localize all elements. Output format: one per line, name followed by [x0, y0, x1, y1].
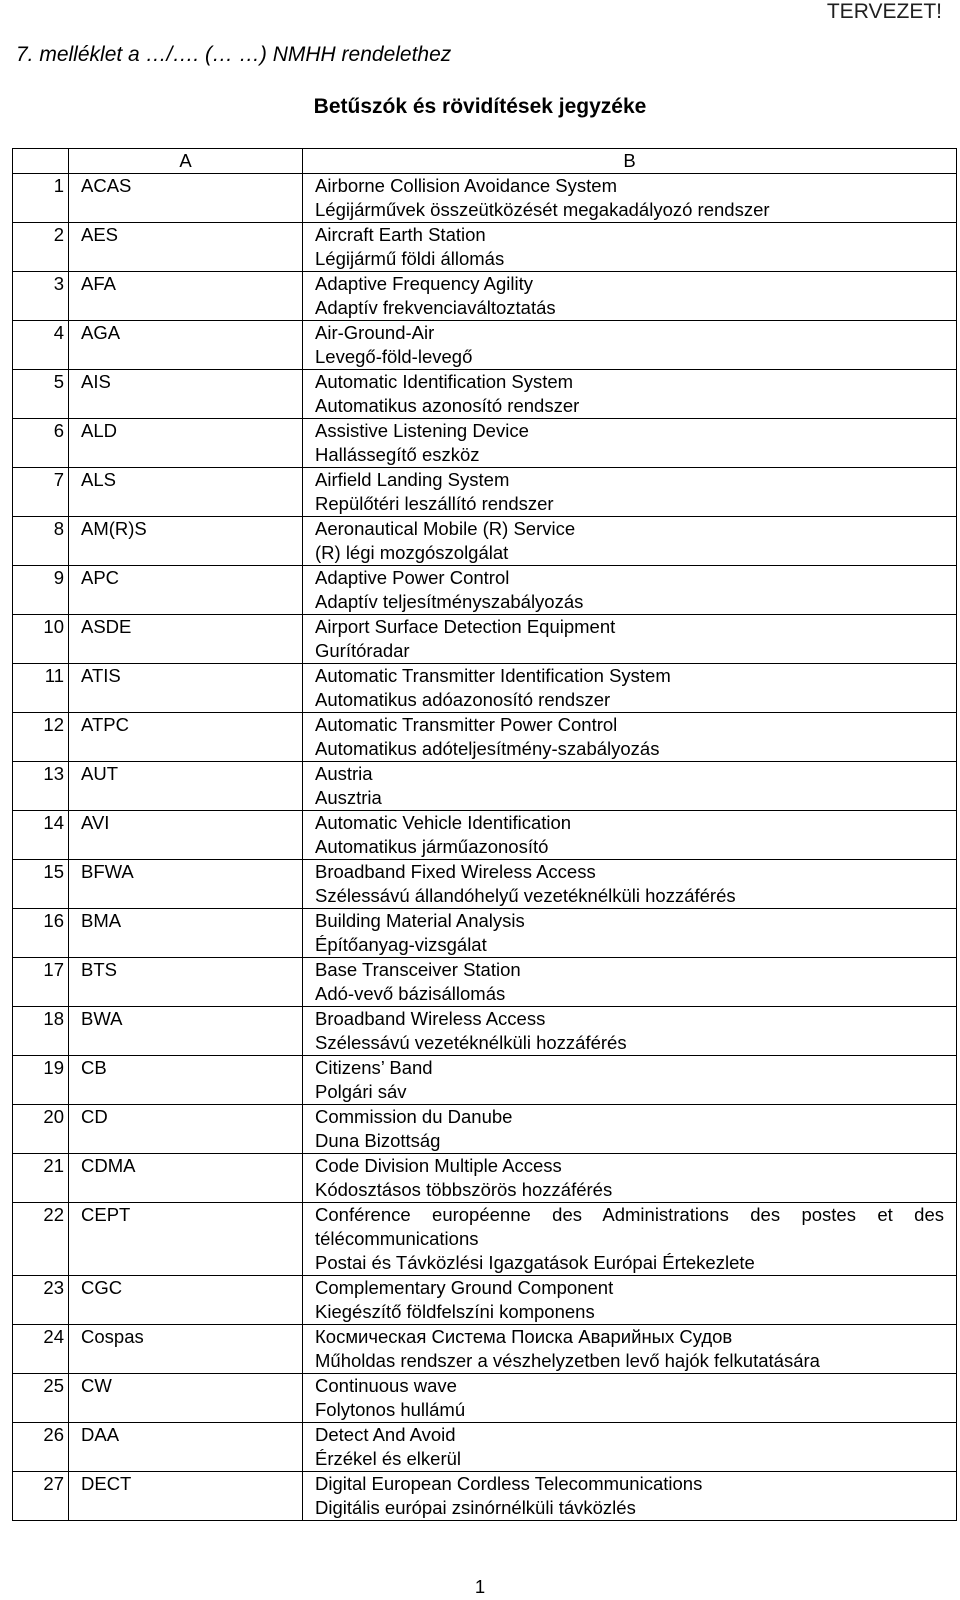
abbreviation: ACAS [69, 174, 303, 223]
hungarian-term: Adaptív teljesítményszabályozás [315, 591, 584, 612]
row-number: 2 [13, 223, 69, 272]
table-row [13, 713, 957, 762]
table-header-row [13, 149, 957, 174]
abbreviation: CGC [69, 1276, 303, 1325]
english-term: Automatic Identification System [315, 371, 574, 392]
hungarian-term: Folytonos hullámú [315, 1399, 466, 1420]
row-number: 17 [13, 958, 69, 1007]
definition-cell [303, 713, 957, 762]
definition-cell [303, 762, 957, 811]
row-number: 24 [13, 1325, 69, 1374]
row-number: 10 [13, 615, 69, 664]
table-row [13, 1007, 957, 1056]
row-number: 1 [13, 174, 69, 223]
hungarian-term: Automatikus járműazonosító [315, 836, 549, 857]
table-row [13, 321, 957, 370]
definition-cell [303, 1276, 957, 1325]
table-row [13, 909, 957, 958]
english-term: Detect And Avoid [315, 1424, 456, 1445]
row-number: 4 [13, 321, 69, 370]
english-term: Automatic Vehicle Identification [315, 812, 572, 833]
definition-cell [303, 1374, 957, 1423]
row-number: 7 [13, 468, 69, 517]
row-number: 6 [13, 419, 69, 468]
row-number: 14 [13, 811, 69, 860]
definition-cell [303, 664, 957, 713]
row-number: 5 [13, 370, 69, 419]
definition-cell [303, 1105, 957, 1154]
abbreviation: APC [69, 566, 303, 615]
column-b-header: B [303, 149, 957, 174]
row-number: 20 [13, 1105, 69, 1154]
hungarian-term: Levegő-föld-levegő [315, 346, 473, 367]
abbreviation: CB [69, 1056, 303, 1105]
hungarian-term: Duna Bizottság [315, 1130, 441, 1151]
hungarian-term: Polgári sáv [315, 1081, 407, 1102]
page-number: 1 [474, 1576, 486, 1597]
table-row [13, 615, 957, 664]
table-row [13, 1203, 957, 1276]
english-term: Broadband Fixed Wireless Access [315, 861, 596, 882]
hungarian-term: Hallássegítő eszköz [315, 444, 480, 465]
table-row [13, 664, 957, 713]
abbreviation: AGA [69, 321, 303, 370]
table-row [13, 1423, 957, 1472]
row-number: 23 [13, 1276, 69, 1325]
table-row [13, 1276, 957, 1325]
abbreviation: DECT [69, 1472, 303, 1521]
definition-cell [303, 958, 957, 1007]
english-term: Austria [315, 763, 373, 784]
definition-cell [303, 174, 957, 223]
english-term: Airborne Collision Avoidance System [315, 175, 617, 196]
definition-cell [303, 1423, 957, 1472]
row-number: 26 [13, 1423, 69, 1472]
table-row [13, 1154, 957, 1203]
definition-cell [303, 223, 957, 272]
definition-cell [303, 1203, 957, 1276]
abbreviation: CD [69, 1105, 303, 1154]
row-number: 25 [13, 1374, 69, 1423]
definition-cell [303, 419, 957, 468]
english-term: Automatic Transmitter Identification System [315, 665, 671, 686]
definition-cell [303, 370, 957, 419]
page-title: Betűszók és rövidítések jegyzéke [313, 95, 647, 118]
table-row [13, 419, 957, 468]
definition-cell [303, 517, 957, 566]
annex-reference: 7. melléklet a …/…. (… …) NMHH rendelethez [16, 43, 452, 66]
abbreviation: AUT [69, 762, 303, 811]
table-row [13, 1056, 957, 1105]
hungarian-term: Repülőtéri leszállító rendszer [315, 493, 554, 514]
definition-cell [303, 1325, 957, 1374]
abbreviation: ALS [69, 468, 303, 517]
row-number: 11 [13, 664, 69, 713]
table-row [13, 958, 957, 1007]
definition-cell [303, 1154, 957, 1203]
definition-cell [303, 468, 957, 517]
hungarian-term: Műholdas rendszer a vészhelyzetben levő hajók felkutatására [315, 1350, 820, 1371]
english-term: Adaptive Frequency Agility [315, 273, 534, 294]
table-row [13, 223, 957, 272]
hungarian-term: Kiegészítő földfelszíni komponens [315, 1301, 595, 1322]
column-a-header: A [69, 149, 303, 174]
table-row [13, 1105, 957, 1154]
abbreviation: BWA [69, 1007, 303, 1056]
hungarian-term: Építőanyag-vizsgálat [315, 934, 487, 955]
table-row [13, 272, 957, 321]
abbreviation: AM(R)S [69, 517, 303, 566]
definition-cell [303, 272, 957, 321]
abbreviation: CEPT [69, 1203, 303, 1276]
row-number: 13 [13, 762, 69, 811]
abbreviation: DAA [69, 1423, 303, 1472]
abbreviation: AFA [69, 272, 303, 321]
hungarian-term: Érzékel és elkerül [315, 1448, 462, 1469]
table-row [13, 860, 957, 909]
abbreviation: AES [69, 223, 303, 272]
definition-cell [303, 1472, 957, 1521]
abbreviation: AIS [69, 370, 303, 419]
row-number: 12 [13, 713, 69, 762]
english-term: Conférence européenne des Administrations des postes et des télécommunications [315, 1204, 944, 1249]
english-term: Assistive Listening Device [315, 420, 529, 441]
hungarian-term: Adó-vevő bázisállomás [315, 983, 506, 1004]
english-term: Citizens’ Band [315, 1057, 433, 1078]
english-term: Automatic Transmitter Power Control [315, 714, 618, 735]
english-term: Continuous wave [315, 1375, 457, 1396]
english-term: Complementary Ground Component [315, 1277, 614, 1298]
row-number: 18 [13, 1007, 69, 1056]
hungarian-term: Légijármű földi állomás [315, 248, 505, 269]
hungarian-term: Kódosztásos többszörös hozzáférés [315, 1179, 613, 1200]
table-row [13, 1325, 957, 1374]
hungarian-term: Automatikus adóteljesítmény-szabályozás [315, 738, 660, 759]
definition-cell [303, 566, 957, 615]
english-term: Air-Ground-Air [315, 322, 435, 343]
row-number: 8 [13, 517, 69, 566]
abbreviation: ASDE [69, 615, 303, 664]
row-number: 22 [13, 1203, 69, 1276]
abbreviation: CDMA [69, 1154, 303, 1203]
english-term: Broadband Wireless Access [315, 1008, 546, 1029]
abbreviation: CW [69, 1374, 303, 1423]
definition-cell [303, 909, 957, 958]
row-number: 3 [13, 272, 69, 321]
hungarian-term: Adaptív frekvenciaváltoztatás [315, 297, 556, 318]
english-term: Base Transceiver Station [315, 959, 521, 980]
english-term: Adaptive Power Control [315, 567, 510, 588]
english-term: Aeronautical Mobile (R) Service [315, 518, 576, 539]
english-term: Airfield Landing System [315, 469, 510, 490]
table-row [13, 811, 957, 860]
abbreviation: Cospas [69, 1325, 303, 1374]
english-term: Digital European Cordless Telecommunications [315, 1473, 703, 1494]
hungarian-term: Szélessávú vezetéknélküli hozzáférés [315, 1032, 627, 1053]
definition-cell [303, 1056, 957, 1105]
hungarian-term: Automatikus adóazonosító rendszer [315, 689, 611, 710]
row-number: 19 [13, 1056, 69, 1105]
definition-cell [303, 811, 957, 860]
table-row [13, 174, 957, 223]
table-body [13, 174, 957, 1521]
abbreviation: BTS [69, 958, 303, 1007]
hungarian-term: Légijárművek összeütközését megakadályozó rendszer [315, 199, 770, 220]
english-term: Aircraft Earth Station [315, 224, 486, 245]
abbreviation: ALD [69, 419, 303, 468]
abbreviation: AVI [69, 811, 303, 860]
row-number: 9 [13, 566, 69, 615]
abbreviations-table [12, 148, 957, 1521]
hungarian-term: Automatikus azonosító rendszer [315, 395, 580, 416]
table-row [13, 517, 957, 566]
row-number: 15 [13, 860, 69, 909]
row-number: 21 [13, 1154, 69, 1203]
english-term: Commission du Danube [315, 1106, 513, 1127]
row-number: 16 [13, 909, 69, 958]
row-number: 27 [13, 1472, 69, 1521]
english-term: Космическая Система Поиска Аварийных Судов [315, 1326, 733, 1347]
hungarian-term: Postai és Távközlési Igazgatások Európai Értekezlete [315, 1252, 755, 1273]
definition-cell [303, 321, 957, 370]
hungarian-term: Digitális európai zsinórnélküli távközlés [315, 1497, 636, 1518]
abbreviation: BMA [69, 909, 303, 958]
table-row [13, 762, 957, 811]
hungarian-term: Szélessávú állandóhelyű vezetéknélküli hozzáférés [315, 885, 736, 906]
hungarian-term: (R) légi mozgószolgálat [315, 542, 509, 563]
table-row [13, 566, 957, 615]
table-row [13, 370, 957, 419]
definition-cell [303, 860, 957, 909]
abbreviation: ATIS [69, 664, 303, 713]
definition-cell [303, 615, 957, 664]
table-row [13, 1472, 957, 1521]
draft-status-label: TERVEZET! [826, 0, 942, 23]
hungarian-term: Gurítóradar [315, 640, 410, 661]
english-term: Airport Surface Detection Equipment [315, 616, 616, 637]
hungarian-term: Ausztria [315, 787, 382, 808]
table-row [13, 468, 957, 517]
header-cell-blank [13, 149, 69, 174]
abbreviation: BFWA [69, 860, 303, 909]
abbreviation: ATPC [69, 713, 303, 762]
table-row [13, 1374, 957, 1423]
english-term: Building Material Analysis [315, 910, 525, 931]
definition-cell [303, 1007, 957, 1056]
english-term: Code Division Multiple Access [315, 1155, 562, 1176]
